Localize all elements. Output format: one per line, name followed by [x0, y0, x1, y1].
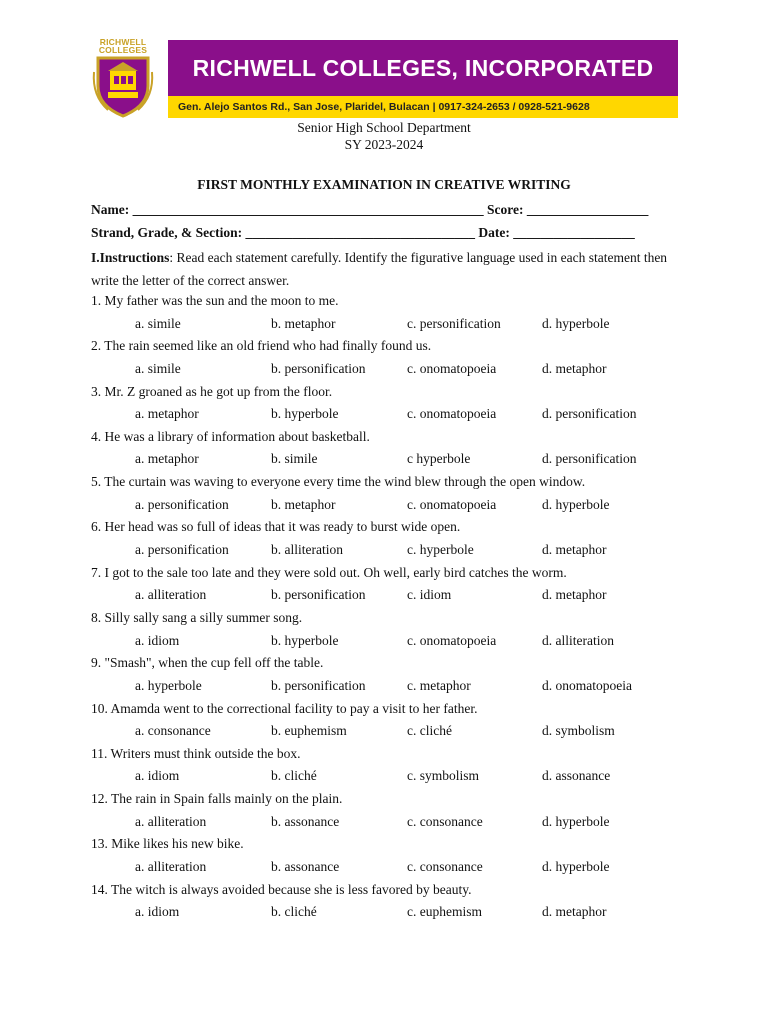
answer-choice: b. personification	[271, 677, 366, 693]
question-text: 5. The curtain was waving to everyone every time the wind blew through the open window.	[91, 474, 586, 490]
question-text: 9. "Smash", when the cup fell off the table.	[91, 655, 324, 671]
answer-choice: b. hyperbole	[271, 632, 339, 648]
question-choices	[91, 720, 691, 743]
answer-choice: c. cliché	[407, 723, 452, 739]
answer-choice: c. consonance	[407, 858, 483, 874]
answer-choice: a. simile	[135, 360, 181, 376]
answer-choice: d. onomatopoeia	[542, 677, 632, 693]
question-choices	[91, 313, 691, 336]
question-choices	[91, 856, 691, 879]
answer-choice: b. hyperbole	[271, 406, 339, 422]
answer-choice: b. simile	[271, 451, 318, 467]
answer-choice: d. hyperbole	[542, 858, 610, 874]
answer-choice: a. metaphor	[135, 406, 199, 422]
question-text: 14. The witch is always avoided because she is less favored by beauty.	[91, 881, 472, 897]
question-choices	[91, 584, 691, 607]
answer-choice: c. consonance	[407, 813, 483, 829]
school-seal-icon	[90, 52, 156, 118]
answer-choice: d. metaphor	[542, 542, 607, 557]
question-text: 12. The rain in Spain falls mainly on the plain.	[91, 791, 343, 807]
answer-choice: d. alliteration	[542, 632, 614, 648]
answer-choice: d. hyperbole	[542, 813, 610, 829]
answer-choice: a. alliteration	[135, 858, 207, 874]
question-choices	[91, 630, 691, 653]
answer-choice: b. assonance	[271, 858, 340, 874]
question-text: 6. Her head was so full of ideas that it was ready to burst wide open.	[91, 519, 461, 535]
question-choices	[91, 901, 691, 924]
question-text: 13. Mike likes his new bike.	[91, 836, 244, 852]
name-score-row: Name: ____________________________________________________ Score: __________________	[91, 202, 649, 217]
exam-title: FIRST MONTHLY EXAMINATION IN CREATIVE WRITING	[197, 177, 571, 192]
answer-choice: a. alliteration	[135, 587, 207, 603]
question-text: 1. My father was the sun and the moon to me.	[91, 293, 339, 308]
question-text: 8. Silly sally sang a silly summer song.	[91, 609, 303, 625]
answer-choice: b. euphemism	[271, 723, 347, 739]
question-choices	[91, 448, 691, 471]
question-text: 2. The rain seemed like an old friend who had finally found us.	[91, 338, 432, 354]
answer-choice: a. idiom	[135, 768, 180, 784]
answer-choice: a. consonance	[135, 723, 211, 739]
instructions-text: : Read each statement carefully. Identify the figurative language used in each statement then write the letter of the correct answer.	[91, 250, 668, 288]
question-text: 7. I got to the sale too late and they were sold out. Oh well, early bird catches the worm.	[91, 564, 567, 580]
answer-choice: d. assonance	[542, 768, 611, 784]
answer-choice: a. personification	[135, 496, 229, 512]
answer-choice: a. personification	[135, 542, 229, 557]
question-text: 3. Mr. Z groaned as he got up from the floor.	[91, 383, 333, 399]
address-banner: Gen. Alejo Santos Rd., San Jose, Plaridel, Bulacan | 0917-324-2653 / 0928-521-9628	[168, 96, 678, 118]
section-date-row: Strand, Grade, & Section: __________________________________ Date: __________________	[91, 225, 635, 240]
answer-choice: d. metaphor	[542, 587, 607, 603]
question-choices	[91, 675, 691, 698]
answer-choice: b. metaphor	[271, 496, 336, 512]
question-text: 11. Writers must think outside the box.	[91, 745, 301, 761]
answer-choice: b. cliché	[271, 768, 317, 784]
answer-choice: a. idiom	[135, 632, 180, 648]
answer-choice: d. symbolism	[542, 723, 615, 739]
answer-choice: a. hyperbole	[135, 677, 202, 693]
question-choices	[91, 358, 691, 381]
answer-choice: c. onomatopoeia	[407, 496, 497, 512]
answer-choice: b. alliteration	[271, 542, 343, 557]
question-choices	[91, 765, 691, 788]
answer-choice: d. metaphor	[542, 360, 607, 376]
answer-choice: a. simile	[135, 315, 181, 331]
answer-choice: b. personification	[271, 360, 366, 376]
answer-choice: c. euphemism	[407, 904, 482, 920]
answer-choice: c. onomatopoeia	[407, 360, 497, 376]
answer-choice: c. symbolism	[407, 768, 480, 784]
answer-choice: a. metaphor	[135, 451, 199, 467]
question-choices	[91, 539, 691, 562]
answer-choice: c. onomatopoeia	[407, 406, 497, 422]
answer-choice: c. personification	[407, 315, 501, 331]
question-choices	[91, 811, 691, 834]
answer-choice: a. alliteration	[135, 813, 207, 829]
answer-choice: b. cliché	[271, 904, 317, 920]
answer-choice: b. metaphor	[271, 315, 336, 331]
answer-choice: c hyperbole	[407, 451, 471, 467]
school-name-banner: RICHWELL COLLEGES, INCORPORATED	[168, 40, 678, 96]
logo-text-line1: RICHWELL	[99, 37, 147, 47]
question-list	[91, 290, 691, 924]
school-year-label: SY 2023-2024	[344, 137, 424, 152]
question-text: 4. He was a library of information about basketball.	[91, 428, 370, 444]
department-label: Senior High School Department	[297, 120, 471, 135]
answer-choice: c. metaphor	[407, 677, 471, 693]
answer-choice: c. onomatopoeia	[407, 632, 497, 648]
school-logo	[88, 38, 158, 118]
answer-choice: b. personification	[271, 587, 366, 603]
answer-choice: b. assonance	[271, 813, 340, 829]
school-header	[88, 38, 678, 118]
answer-choice: d. personification	[542, 451, 637, 467]
answer-choice: c. hyperbole	[407, 542, 474, 557]
answer-choice: a. idiom	[135, 904, 180, 920]
question-choices	[91, 494, 691, 517]
answer-choice: d. hyperbole	[542, 496, 610, 512]
instructions-label: I.Instructions	[91, 250, 170, 265]
answer-choice: d. personification	[542, 406, 637, 422]
question-choices	[91, 403, 691, 426]
instructions	[91, 246, 675, 292]
logo-text-line2: COLLEGES	[98, 45, 148, 55]
answer-choice: d. metaphor	[542, 904, 607, 920]
question-text: 10. Amamda went to the correctional facility to pay a visit to her father.	[91, 700, 478, 716]
answer-choice: c. idiom	[407, 587, 452, 603]
answer-choice: d. hyperbole	[542, 315, 610, 331]
